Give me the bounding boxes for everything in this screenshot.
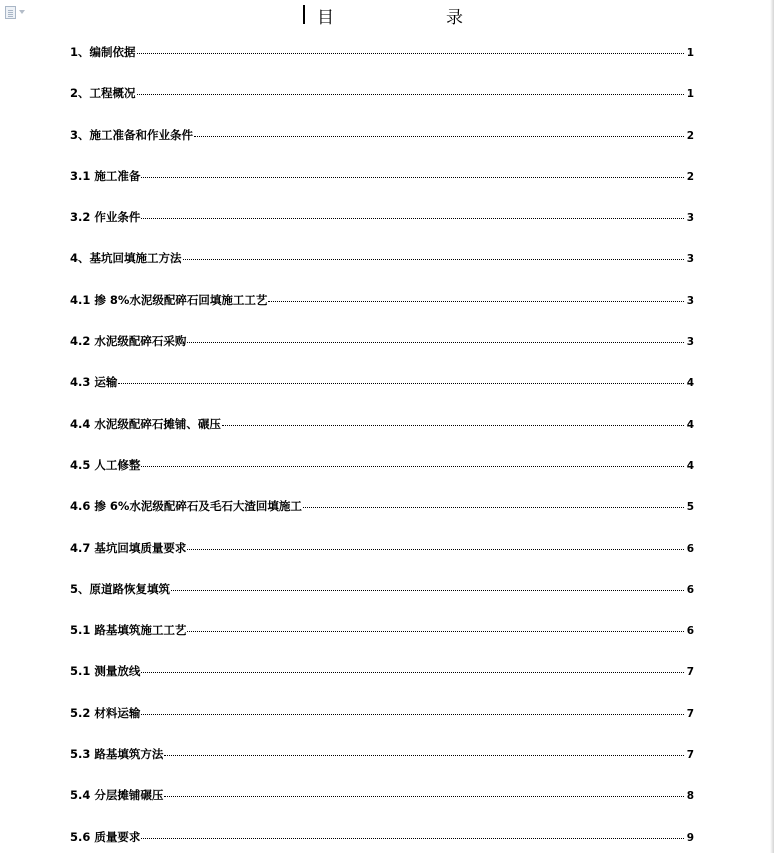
toc-entry[interactable] [70,663,694,704]
toc-entry-text[interactable]: 5.3 路基填筑方法 [70,747,164,762]
toc-dot-leader [137,53,684,54]
toc-page-number[interactable]: 7 [686,666,694,679]
toc-dot-leader [187,631,683,632]
toc-title [0,3,774,28]
toc-page-number[interactable]: 2 [686,170,694,183]
toc-page-number[interactable]: 9 [686,831,694,844]
toc-entry[interactable] [70,44,694,85]
toc-page-number[interactable]: 6 [686,542,694,555]
toc-page-number[interactable]: 6 [686,583,694,596]
toc-entry[interactable] [70,498,694,539]
toc-entry-text[interactable]: 3.2 作业条件 [70,210,141,225]
toc-entry[interactable] [70,209,694,250]
toc-dot-leader [268,301,683,302]
toc-page-number[interactable]: 3 [686,253,694,266]
toc-dot-leader [194,136,684,137]
toc-entry-text[interactable]: 3、施工准备和作业条件 [70,127,194,142]
toc-page-number[interactable]: 7 [686,749,694,762]
toc-entry-text[interactable]: 1、编制依据 [70,45,136,59]
toc-dot-leader [171,590,684,591]
toc-page-number[interactable]: 8 [686,790,694,803]
toc-entry-text[interactable]: 4.5 人工修整 [70,457,141,472]
toc-entry[interactable] [70,416,694,457]
toc-dot-leader [187,342,683,343]
table-of-contents [70,44,694,853]
toc-entry-text[interactable]: 4.3 运输 [70,375,118,390]
toc-dot-leader [303,507,684,508]
toc-entry-text[interactable]: 5.2 材料运输 [70,705,141,720]
toc-dot-leader [141,714,683,715]
toc-dot-leader [183,259,684,260]
toc-title-right: 录 [446,8,463,28]
toc-entry-text[interactable]: 4.6 掺 6%水泥级配碎石及毛石大渣回填施工 [70,499,302,514]
toc-entry[interactable] [70,333,694,374]
toc-entry[interactable] [70,457,694,498]
toc-entry[interactable] [70,374,694,415]
toc-entry[interactable] [70,85,694,126]
toc-page-number[interactable]: 3 [686,294,694,307]
toc-entry-text[interactable]: 5.1 路基填筑施工工艺 [70,623,187,638]
toc-entry[interactable] [70,292,694,333]
toc-entry-text[interactable]: 5.4 分层摊铺碾压 [70,788,164,803]
toc-entry-text[interactable]: 5.6 质量要求 [70,829,141,844]
toc-entry-text[interactable]: 4.2 水泥级配碎石采购 [70,334,187,349]
toc-entry[interactable] [70,829,694,853]
toc-entry[interactable] [70,787,694,828]
text-cursor [303,5,305,24]
toc-entry-text[interactable]: 4.4 水泥级配碎石摊铺、碾压 [70,416,221,431]
toc-entry-text[interactable]: 5.1 测量放线 [70,664,141,679]
toc-page-number[interactable]: 4 [686,377,694,390]
toc-dot-leader [141,177,683,178]
page-edge [770,0,774,853]
toc-page-number[interactable]: 4 [686,459,694,472]
toc-dot-leader [164,796,683,797]
toc-entry-text[interactable]: 4.7 基坑回填质量要求 [70,540,187,555]
toc-entry[interactable] [70,168,694,209]
toc-page-number[interactable]: 3 [686,336,694,349]
toc-page-number[interactable]: 3 [686,212,694,225]
toc-entry-text[interactable]: 4.1 掺 8%水泥级配碎石回填施工工艺 [70,292,268,307]
toc-entry-text[interactable]: 5、原道路恢复填筑 [70,581,171,596]
toc-page-number[interactable]: 5 [686,501,694,514]
toc-entry[interactable] [70,705,694,746]
toc-dot-leader [141,672,683,673]
toc-dot-leader [141,218,683,219]
toc-page-number[interactable]: 6 [686,625,694,638]
toc-page-number[interactable]: 7 [686,707,694,720]
toc-title-left: 目 [317,8,334,28]
toc-entry[interactable] [70,540,694,581]
toc-dot-leader [187,549,683,550]
toc-dot-leader [222,425,684,426]
toc-page-number[interactable]: 2 [686,129,694,142]
toc-entry[interactable] [70,746,694,787]
toc-dot-leader [164,755,683,756]
toc-entry[interactable] [70,250,694,291]
toc-dot-leader [137,94,684,95]
toc-entry[interactable] [70,581,694,622]
toc-entry-text[interactable]: 3.1 施工准备 [70,168,141,183]
toc-page-number[interactable]: 1 [686,47,694,59]
toc-dot-leader [141,466,683,467]
toc-page-number[interactable]: 1 [686,88,694,101]
toc-entry[interactable] [70,127,694,168]
toc-entry-text[interactable]: 2、工程概况 [70,86,136,101]
toc-dot-leader [141,838,683,839]
toc-entry[interactable] [70,622,694,663]
toc-entry-text[interactable]: 4、基坑回填施工方法 [70,251,182,266]
toc-page-number[interactable]: 4 [686,418,694,431]
toc-dot-leader [118,383,683,384]
